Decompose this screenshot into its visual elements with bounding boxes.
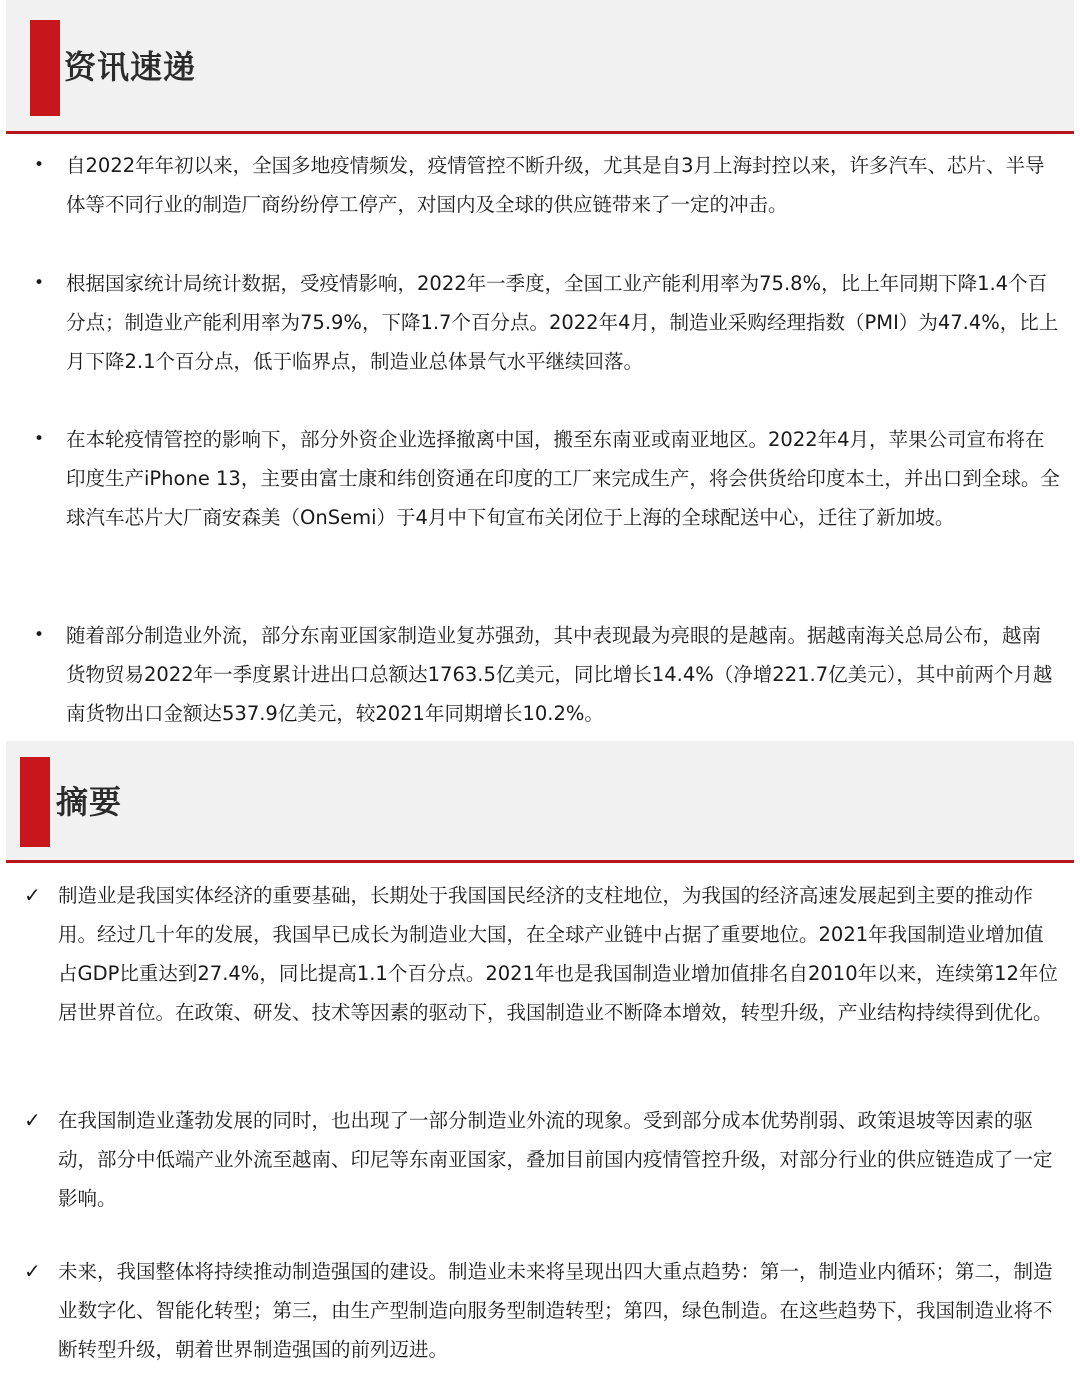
bullet-icon: •: [34, 625, 45, 645]
summary-item-text: 在我国制造业蓬勃发展的同时，也出现了一部分制造业外流的现象。受到部分成本优势削弱、政策退坡等因素的驱动，部分中低端产业外流至越南、印尼等东南亚国家，叠加目前国内疫情管控升级，对部分行业的供应链造成了一定影响。: [58, 1109, 1053, 1210]
section-header-summary: [6, 741, 1074, 863]
news-item: [0, 616, 1060, 733]
checkmark-icon: ✓: [24, 1259, 41, 1283]
news-item-text: 自2022年年初以来，全国多地疫情频发，疫情管控不断升级，尤其是自3月上海封控以来，许多汽车、芯片、半导体等不同行业的制造厂商纷纷停工停产，对国内及全球的供应链带来了一定的冲击。: [66, 154, 1045, 216]
news-item-text: 在本轮疫情管控的影响下，部分外资企业选择撤离中国，搬至东南亚或南亚地区。2022年4月，苹果公司宣布将在印度生产iPhone 13，主要由富士康和纬创资通在印度的工厂来完成生产，将会供货给印度本土，并出口到全球。全球汽车芯片大厂商安森美（OnSemi）于4月中下旬宣布关闭位于上海的全球配送中心，迁往了新加坡。: [66, 428, 1060, 529]
accent-bar: [30, 20, 60, 116]
summary-item-text: 制造业是我国实体经济的重要基础，长期处于我国国民经济的支柱地位，为我国的经济高速发展起到主要的推动作用。经过几十年的发展，我国早已成长为制造业大国，在全球产业链中占据了重要地位。2021年我国制造业增加值占GDP比重达到27.4%，同比提高1.1个百分点。2021年也是我国制造业增加值排名自2010年以来，连续第12年位居世界首位。在政策、研发、技术等因素的驱动下，我国制造业不断降本增效，转型升级，产业结构持续得到优化。: [58, 884, 1058, 1024]
news-item-text: 随着部分制造业外流，部分东南亚国家制造业复苏强劲，其中表现最为亮眼的是越南。据越南海关总局公布，越南货物贸易2022年一季度累计进出口总额达1763.5亿美元，同比增长14.4%（净增221.7亿美元），其中前两个月越南货物出口金额达537.9亿美元，较2021年同期增长10.2%。: [66, 624, 1053, 725]
summary-item: [0, 1101, 1060, 1218]
summary-item: [0, 1252, 1060, 1369]
section-title-news: 资讯速递: [64, 48, 197, 86]
checkmark-icon: ✓: [24, 883, 41, 907]
summary-item-text: 未来，我国整体将持续推动制造强国的建设。制造业未来将呈现出四大重点趋势：第一，制造业内循环；第二，制造业数字化、智能化转型；第三，由生产型制造向服务型制造转型；第四，绿色制造。在这些趋势下，我国制造业将不断转型升级，朝着世界制造强国的前列迈进。: [58, 1260, 1053, 1361]
news-item: [0, 146, 1060, 224]
news-item: [0, 420, 1060, 537]
section-title-summary: 摘要: [56, 783, 123, 821]
section-header-news: [6, 0, 1074, 134]
divider: [6, 131, 1074, 134]
checkmark-icon: ✓: [24, 1108, 41, 1132]
bullet-icon: •: [34, 273, 45, 293]
bullet-icon: •: [34, 155, 45, 175]
bullet-icon: •: [34, 429, 45, 449]
news-item-text: 根据国家统计局统计数据，受疫情影响，2022年一季度，全国工业产能利用率为75.8%，比上年同期下降1.4个百分点；制造业产能利用率为75.9%，下降1.7个百分点。2022年4月，制造业采购经理指数（PMI）为47.4%，比上月下降2.1个百分点，低于临界点，制造业总体景气水平继续回落。: [66, 272, 1059, 373]
summary-item: [0, 876, 1060, 1032]
accent-bar: [20, 757, 50, 847]
news-item: [0, 264, 1060, 381]
divider: [6, 860, 1074, 863]
